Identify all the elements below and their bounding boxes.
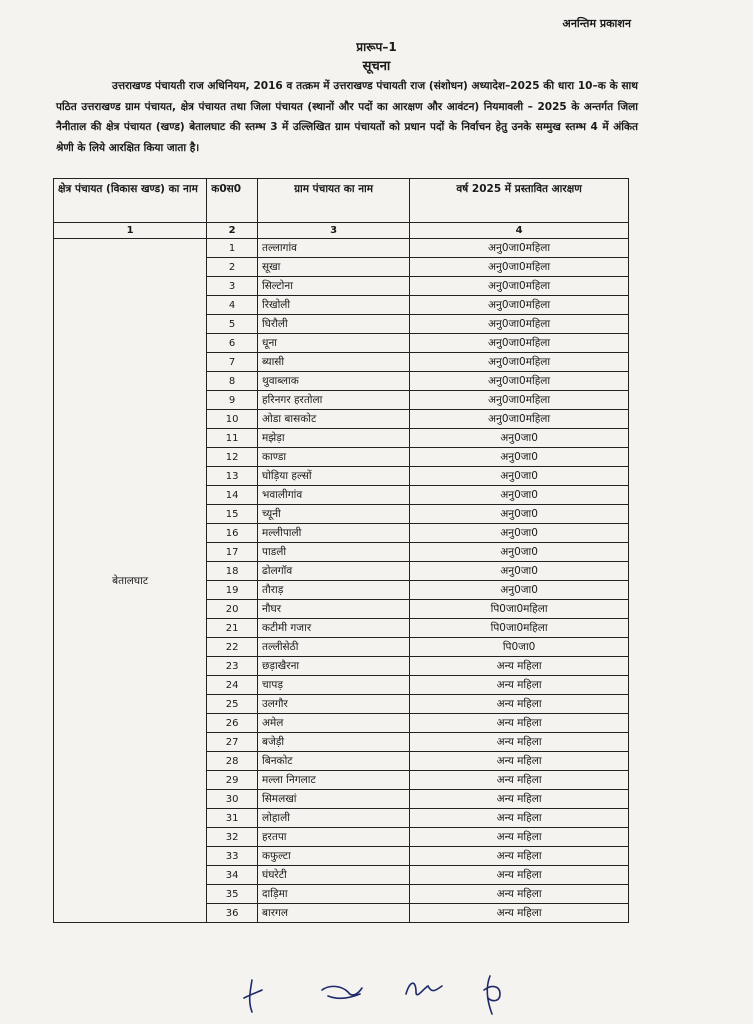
village-name-cell: उलगौर — [257, 695, 409, 714]
village-name-cell: बजेड़ी — [257, 733, 409, 752]
serial-cell: 22 — [207, 638, 258, 657]
village-name-cell: धूना — [257, 334, 409, 353]
village-name-cell: ब्यासी — [257, 353, 409, 372]
serial-cell: 31 — [207, 809, 258, 828]
serial-cell: 20 — [207, 600, 258, 619]
reservation-cell: अन्य महिला — [410, 866, 629, 885]
village-name-cell: च्यूनी — [257, 505, 409, 524]
serial-cell: 35 — [207, 885, 258, 904]
reservation-cell: अनु0जा0महिला — [410, 296, 629, 315]
signature-4 — [484, 976, 500, 1014]
reservation-cell: अन्य महिला — [410, 904, 629, 923]
serial-cell: 11 — [207, 429, 258, 448]
header-block-name: क्षेत्र पंचायत (विकास खण्ड) का नाम — [54, 179, 207, 223]
reservation-cell: अनु0जा0महिला — [410, 353, 629, 372]
reservation-cell: अनु0जा0महिला — [410, 410, 629, 429]
village-name-cell: छड़ाखैरना — [257, 657, 409, 676]
column-number: 4 — [410, 223, 629, 239]
village-name-cell: घिरौली — [257, 315, 409, 334]
village-name-cell: मल्ला निगलाट — [257, 771, 409, 790]
reservation-cell: अनु0जा0 — [410, 448, 629, 467]
reservation-cell: अनु0जा0 — [410, 543, 629, 562]
reservation-cell: अनु0जा0 — [410, 524, 629, 543]
village-name-cell: मल्लीपाली — [257, 524, 409, 543]
header-reservation: वर्ष 2025 में प्रस्तावित आरक्षण — [410, 179, 629, 223]
reservation-cell: अनु0जा0महिला — [410, 334, 629, 353]
serial-cell: 25 — [207, 695, 258, 714]
serial-cell: 14 — [207, 486, 258, 505]
serial-cell: 33 — [207, 847, 258, 866]
village-name-cell: काण्डा — [257, 448, 409, 467]
serial-cell: 34 — [207, 866, 258, 885]
serial-cell: 36 — [207, 904, 258, 923]
reservation-cell: अनु0जा0महिला — [410, 258, 629, 277]
village-name-cell: सिल्टोना — [257, 277, 409, 296]
village-name-cell: ओडा बासकोट — [257, 410, 409, 429]
reservation-cell: अनु0जा0 — [410, 581, 629, 600]
notice-heading: सूचना — [362, 59, 391, 74]
header-village-name: ग्राम पंचायत का नाम — [257, 179, 409, 223]
village-name-cell: भवालीगांव — [257, 486, 409, 505]
signature-2 — [322, 986, 362, 998]
form-number: प्रारूप–1 — [356, 40, 397, 54]
reservation-cell: अन्य महिला — [410, 695, 629, 714]
village-name-cell: पाडली — [257, 543, 409, 562]
reservation-cell: अन्य महिला — [410, 885, 629, 904]
serial-cell: 30 — [207, 790, 258, 809]
reservation-cell: अनु0जा0महिला — [410, 372, 629, 391]
serial-cell: 26 — [207, 714, 258, 733]
serial-cell: 27 — [207, 733, 258, 752]
serial-cell: 3 — [207, 277, 258, 296]
reservation-cell: अनु0जा0महिला — [410, 239, 629, 258]
village-name-cell: तल्लागांव — [257, 239, 409, 258]
serial-cell: 13 — [207, 467, 258, 486]
serial-cell: 4 — [207, 296, 258, 315]
reservation-cell: अन्य महिला — [410, 771, 629, 790]
reservation-cell: अन्य महिला — [410, 676, 629, 695]
village-name-cell: लोहाली — [257, 809, 409, 828]
reservation-cell: अनु0जा0 — [410, 505, 629, 524]
village-name-cell: बारगल — [257, 904, 409, 923]
column-number: 2 — [207, 223, 258, 239]
reservation-cell: अन्य महिला — [410, 847, 629, 866]
reservation-cell: अन्य महिला — [410, 733, 629, 752]
reservation-cell: अनु0जा0महिला — [410, 391, 629, 410]
serial-cell: 32 — [207, 828, 258, 847]
header-serial: क0स0 — [207, 179, 258, 223]
reservation-cell: अनु0जा0महिला — [410, 277, 629, 296]
reservation-cell: अनु0जा0 — [410, 429, 629, 448]
reservation-cell: अन्य महिला — [410, 828, 629, 847]
serial-cell: 1 — [207, 239, 258, 258]
reservation-cell: अन्य महिला — [410, 714, 629, 733]
village-name-cell: हरतपा — [257, 828, 409, 847]
serial-cell: 10 — [207, 410, 258, 429]
village-name-cell: सूखा — [257, 258, 409, 277]
village-name-cell: बिनकोट — [257, 752, 409, 771]
reservation-table — [53, 178, 629, 923]
table-body — [54, 239, 629, 923]
provisional-label: अनन्तिम प्रकाशन — [562, 17, 631, 30]
reservation-cell: पि0जा0 — [410, 638, 629, 657]
village-name-cell: रिखोली — [257, 296, 409, 315]
village-name-cell: कफुल्टा — [257, 847, 409, 866]
village-name-cell: चापड़ — [257, 676, 409, 695]
signatures — [230, 968, 530, 1018]
serial-cell: 16 — [207, 524, 258, 543]
serial-cell: 15 — [207, 505, 258, 524]
serial-cell: 7 — [207, 353, 258, 372]
village-name-cell: हरिनगर हरतोला — [257, 391, 409, 410]
serial-cell: 8 — [207, 372, 258, 391]
village-name-cell: कटीमी गजार — [257, 619, 409, 638]
signature-3 — [406, 983, 442, 994]
reservation-cell: पि0जा0महिला — [410, 619, 629, 638]
serial-cell: 21 — [207, 619, 258, 638]
serial-cell: 9 — [207, 391, 258, 410]
header-row — [54, 179, 629, 223]
column-number-row — [54, 223, 629, 239]
serial-cell: 24 — [207, 676, 258, 695]
serial-cell: 6 — [207, 334, 258, 353]
village-name-cell: सिमलखां — [257, 790, 409, 809]
table-row — [54, 239, 629, 258]
village-name-cell: तौराड़ — [257, 581, 409, 600]
reservation-cell: अनु0जा0 — [410, 486, 629, 505]
serial-cell: 12 — [207, 448, 258, 467]
reservation-cell: अन्य महिला — [410, 657, 629, 676]
serial-cell: 28 — [207, 752, 258, 771]
serial-cell: 2 — [207, 258, 258, 277]
reservation-cell: अन्य महिला — [410, 809, 629, 828]
reservation-cell: अनु0जा0 — [410, 467, 629, 486]
serial-cell: 29 — [207, 771, 258, 790]
serial-cell: 17 — [207, 543, 258, 562]
intro-paragraph: उत्तराखण्ड पंचायती राज अधिनियम, 2016 व तत्क्रम में उत्तराखण्ड पंचायती राज (संशोधन) अध्यादेश–2025 की धारा 10–क के साथ पठित उत्तराखण्ड ग्राम पंचायत, क्षेत्र पंचायत तथा जिला पंचायत (स्थानों और पदों का आरक्षण और आवंटन) नियमावली – 2025 के अन्तर्गत जिला नैनीताल की क्षेत्र पंचायत (खण्ड) बेतालघाट की स्तम्भ 3 में उल्लिखित ग्राम पंचायतों को प्रधान पदों के निर्वाचन हेतु उनके सम्मुख स्तम्भ 4 में अंकित श्रेणी के लिये आरक्षित किया जाता है। — [56, 80, 638, 154]
village-name-cell: अमेल — [257, 714, 409, 733]
block-name-cell: बेतालघाट — [54, 239, 207, 923]
reservation-cell: अनु0जा0 — [410, 562, 629, 581]
reservation-cell: अन्य महिला — [410, 790, 629, 809]
signature-1 — [244, 980, 262, 1012]
reservation-cell: अन्य महिला — [410, 752, 629, 771]
village-name-cell: घंघरेटी — [257, 866, 409, 885]
village-name-cell: ढोलगॉव — [257, 562, 409, 581]
serial-cell: 19 — [207, 581, 258, 600]
column-number: 1 — [54, 223, 207, 239]
reservation-cell: अनु0जा0महिला — [410, 315, 629, 334]
village-name-cell: मझेड़ा — [257, 429, 409, 448]
village-name-cell: नौघर — [257, 600, 409, 619]
serial-cell: 5 — [207, 315, 258, 334]
serial-cell: 23 — [207, 657, 258, 676]
village-name-cell: घोड़िया हल्सों — [257, 467, 409, 486]
village-name-cell: थुवाब्लाक — [257, 372, 409, 391]
reservation-cell: पि0जा0महिला — [410, 600, 629, 619]
serial-cell: 18 — [207, 562, 258, 581]
village-name-cell: दाड़िमा — [257, 885, 409, 904]
village-name-cell: तल्लीसेठी — [257, 638, 409, 657]
column-number: 3 — [257, 223, 409, 239]
